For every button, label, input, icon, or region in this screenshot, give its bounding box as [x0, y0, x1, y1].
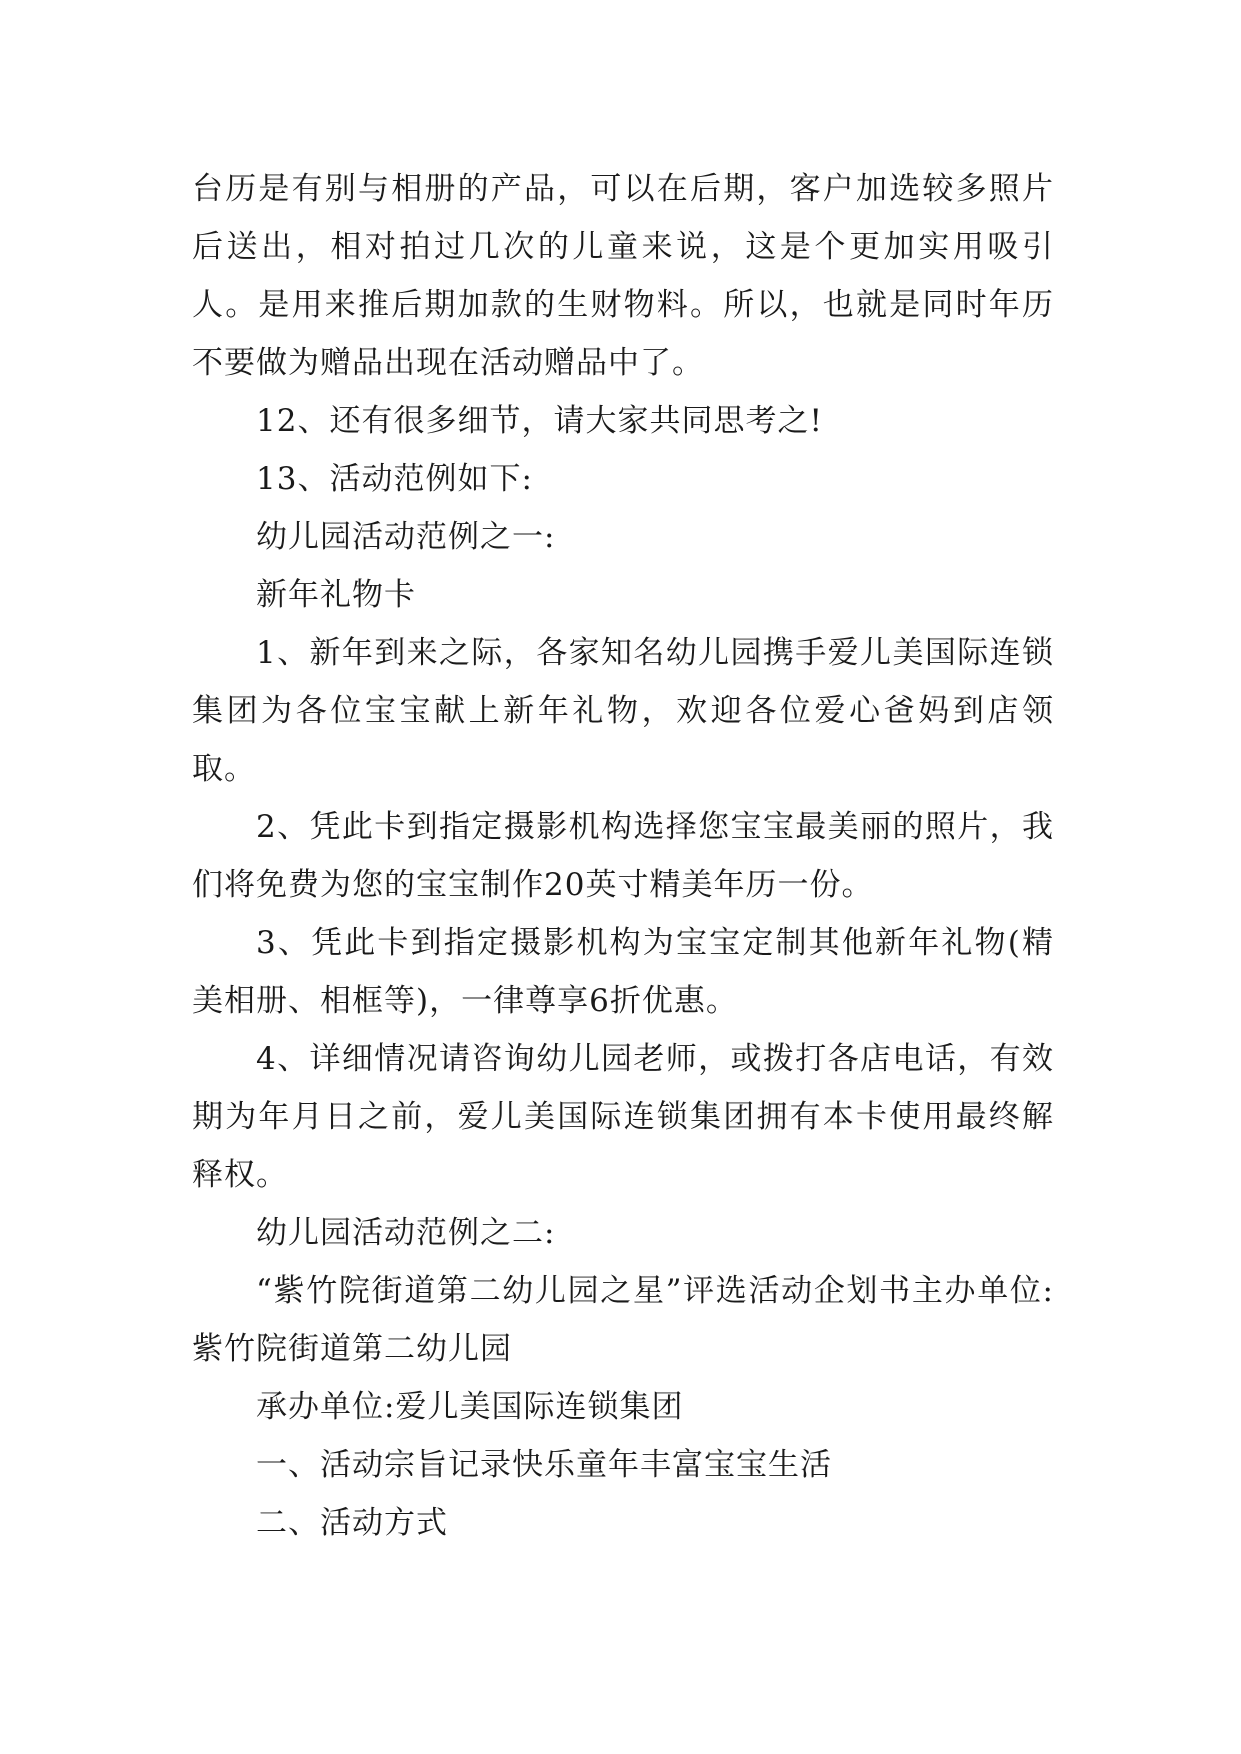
paragraph-purpose: 一、活动宗旨记录快乐童年丰富宝宝生活 — [256, 1447, 832, 1483]
paragraph-method: 二、活动方式 — [256, 1505, 448, 1541]
heading-example-one: 幼儿园活动范例之一: — [256, 519, 556, 555]
paragraph-gift-card-4: 4、详细情况请咨询幼儿园老师，或拨打各店电话，有效期为年月日之前，爱儿美国际连锁集团拥有本卡使用最终解释权。 — [192, 1041, 1054, 1193]
heading-example-two: 幼儿园活动范例之二: — [256, 1215, 556, 1251]
paragraph-gift-card-2: 2、凭此卡到指定摄影机构选择您宝宝最美丽的照片，我们将免费为您的宝宝制作20英寸精美年历一份。 — [192, 809, 1054, 903]
heading-gift-card: 新年礼物卡 — [256, 577, 416, 613]
paragraph-calendar-note: 台历是有别与相册的产品，可以在后期，客户加选较多照片后送出，相对拍过几次的儿童来说，这是个更加实用吸引人。是用来推后期加款的生财物料。所以，也就是同时年历不要做为赠品出现在活动赠品中了。 — [192, 171, 1054, 381]
paragraph-gift-card-1: 1、新年到来之际，各家知名幼儿园携手爱儿美国际连锁集团为各位宝宝献上新年礼物，欢迎各位爱心爸妈到店领取。 — [192, 635, 1054, 787]
paragraph-gift-card-3: 3、凭此卡到指定摄影机构为宝宝定制其他新年礼物(精美相册、相框等)，一律尊享6折优惠。 — [192, 925, 1054, 1019]
paragraph-item-12: 12、还有很多细节，请大家共同思考之! — [256, 403, 823, 439]
paragraph-co-organizer: 承办单位:爱儿美国际连锁集团 — [256, 1389, 684, 1425]
paragraph-item-13: 13、活动范例如下: — [256, 461, 533, 497]
paragraph-event-title-organizer: “紫竹院街道第二幼儿园之星”评选活动企划书主办单位:紫竹院街道第二幼儿园 — [192, 1273, 1054, 1367]
document-body — [192, 160, 1054, 1552]
